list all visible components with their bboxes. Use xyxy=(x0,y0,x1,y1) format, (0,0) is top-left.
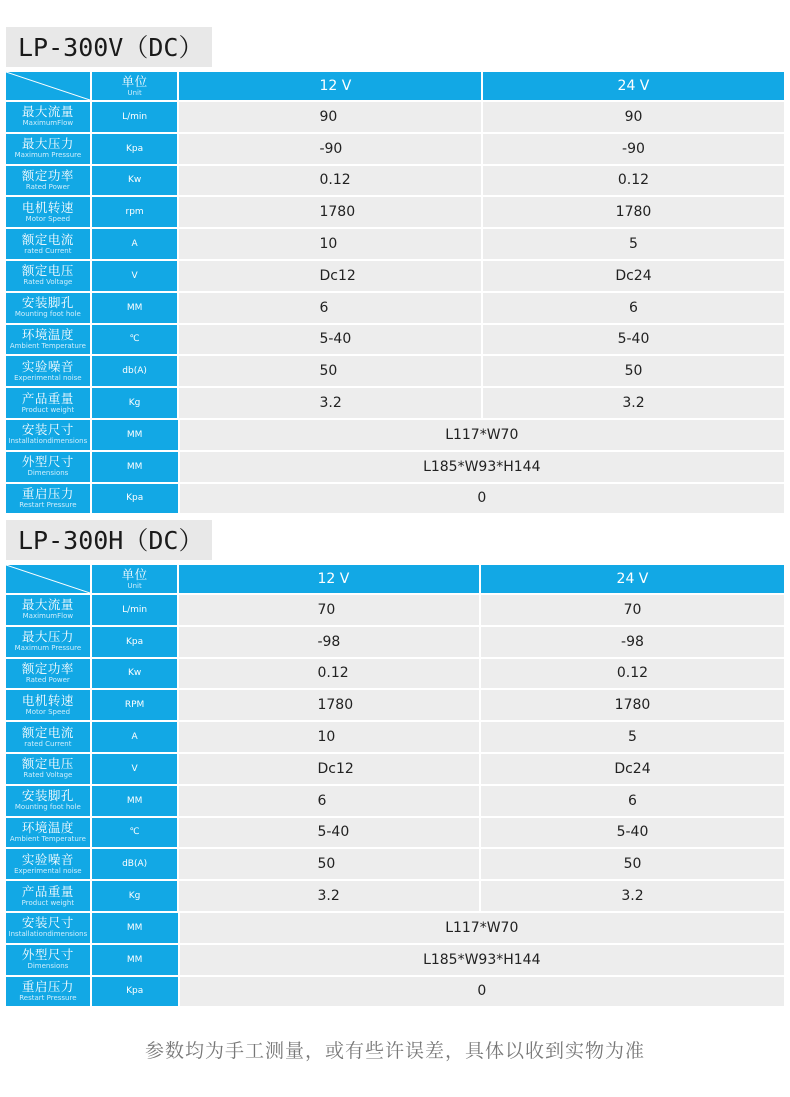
value-24v: Dc24 xyxy=(481,754,784,784)
row-label-en: Maximum Pressure xyxy=(14,644,82,653)
table-row xyxy=(6,754,784,784)
row-label xyxy=(6,627,90,657)
row-label-en: Mounting foot hole xyxy=(14,310,81,319)
table-row xyxy=(6,261,784,291)
value-12v: 90 xyxy=(179,102,480,132)
row-label-zh: 产品重量 xyxy=(21,883,74,899)
table-row xyxy=(6,722,784,752)
row-label xyxy=(6,818,90,848)
table-row xyxy=(6,452,784,482)
row-unit: A xyxy=(92,229,178,259)
row-label-en: rated Current xyxy=(24,739,72,748)
table-row xyxy=(6,945,784,975)
row-label-en: Mounting foot hole xyxy=(14,803,81,812)
value-24v: 0.12 xyxy=(481,659,784,689)
row-unit: ℃ xyxy=(92,818,178,848)
value-merged: L117*W70 xyxy=(180,420,784,450)
unit-header-zh: 单位 xyxy=(121,566,148,582)
row-unit: rpm xyxy=(92,197,178,227)
row-unit: L/min xyxy=(92,102,178,132)
spec-table xyxy=(6,72,784,513)
column-header-24v: 24 V xyxy=(481,565,784,593)
unit-header-zh: 单位 xyxy=(121,73,148,89)
row-label xyxy=(6,197,90,227)
row-label-zh: 额定电压 xyxy=(21,263,74,279)
row-label-zh: 额定电流 xyxy=(21,724,74,740)
value-12v: 6 xyxy=(179,293,480,323)
row-label-en: Dimensions xyxy=(27,469,69,478)
value-24v: 1780 xyxy=(481,690,784,720)
row-label-en: Restart Pressure xyxy=(19,500,77,509)
table-row xyxy=(6,388,784,418)
table-row xyxy=(6,881,784,911)
table-row xyxy=(6,356,784,386)
row-label-en: Rated Power xyxy=(25,182,70,191)
value-24v: 5 xyxy=(481,722,784,752)
corner-cell xyxy=(6,565,90,593)
value-12v: 10 xyxy=(179,229,480,259)
row-label xyxy=(6,977,90,1007)
value-12v: 5-40 xyxy=(179,818,478,848)
row-label xyxy=(6,595,90,625)
value-merged: 0 xyxy=(180,977,784,1007)
row-unit: MM xyxy=(92,913,178,943)
table-row xyxy=(6,913,784,943)
table-row xyxy=(6,102,784,132)
row-unit: db(A) xyxy=(92,356,178,386)
row-unit: Kpa xyxy=(92,977,178,1007)
row-unit: MM xyxy=(92,945,178,975)
value-24v: Dc24 xyxy=(483,261,784,291)
value-24v: 3.2 xyxy=(481,881,784,911)
row-unit: Kpa xyxy=(92,484,178,514)
row-label-zh: 外型尺寸 xyxy=(21,947,74,963)
row-label xyxy=(6,452,90,482)
column-header-12v: 12 V xyxy=(179,565,478,593)
row-label-en: MaximumFlow xyxy=(22,612,74,621)
value-12v: 0.12 xyxy=(179,659,478,689)
row-label xyxy=(6,261,90,291)
row-label xyxy=(6,388,90,418)
table-row xyxy=(6,818,784,848)
row-unit: MM xyxy=(92,452,178,482)
column-header-12v: 12 V xyxy=(179,72,480,100)
row-label xyxy=(6,293,90,323)
row-unit: MM xyxy=(92,420,178,450)
table-row xyxy=(6,659,784,689)
row-label-en: Experimental noise xyxy=(14,866,82,875)
row-label-zh: 产品重量 xyxy=(21,390,74,406)
row-label xyxy=(6,356,90,386)
table-row xyxy=(6,229,784,259)
row-unit: V xyxy=(92,754,178,784)
value-24v: 3.2 xyxy=(483,388,784,418)
value-12v: 0.12 xyxy=(179,166,480,196)
model-title: LP-300V（DC） xyxy=(6,27,212,67)
value-24v: 5 xyxy=(483,229,784,259)
table-row xyxy=(6,595,784,625)
row-label-en: Product weight xyxy=(21,405,75,414)
row-label-zh: 额定电压 xyxy=(21,756,74,772)
row-unit: MM xyxy=(92,293,178,323)
value-24v: -90 xyxy=(483,134,784,164)
value-24v: -98 xyxy=(481,627,784,657)
value-12v: 5-40 xyxy=(179,325,480,355)
row-unit: ℃ xyxy=(92,325,178,355)
row-label-zh: 额定电流 xyxy=(21,231,74,247)
value-24v: 5-40 xyxy=(483,325,784,355)
unit-header xyxy=(92,565,178,593)
row-label xyxy=(6,229,90,259)
row-label-en: Rated Voltage xyxy=(23,278,73,287)
value-12v: 50 xyxy=(179,849,478,879)
value-12v: -98 xyxy=(179,627,478,657)
row-label-en: Rated Power xyxy=(25,675,70,684)
table-row xyxy=(6,977,784,1007)
row-label-en: Rated Voltage xyxy=(23,771,73,780)
row-label-en: Maximum Pressure xyxy=(14,151,82,160)
value-24v: 6 xyxy=(483,293,784,323)
row-unit: Kg xyxy=(92,388,178,418)
row-label-zh: 安装尺寸 xyxy=(21,915,74,931)
row-unit: V xyxy=(92,261,178,291)
table-row xyxy=(6,690,784,720)
row-label-en: Restart Pressure xyxy=(19,993,77,1002)
value-24v: 5-40 xyxy=(481,818,784,848)
table-row xyxy=(6,420,784,450)
corner-cell xyxy=(6,72,90,100)
row-label-zh: 电机转速 xyxy=(21,199,74,215)
value-12v: 70 xyxy=(179,595,478,625)
row-label xyxy=(6,690,90,720)
row-label-zh: 额定功率 xyxy=(21,660,74,676)
row-label-en: Product weight xyxy=(21,898,75,907)
table-row xyxy=(6,293,784,323)
row-label-zh: 最大流量 xyxy=(21,597,74,613)
value-24v: 90 xyxy=(483,102,784,132)
value-12v: 3.2 xyxy=(179,881,478,911)
row-label xyxy=(6,420,90,450)
spec-section-lp300v xyxy=(6,27,784,515)
value-12v: 50 xyxy=(179,356,480,386)
table-header-row xyxy=(6,565,784,593)
value-12v: 6 xyxy=(179,786,478,816)
row-label xyxy=(6,913,90,943)
value-24v: 1780 xyxy=(483,197,784,227)
row-label xyxy=(6,786,90,816)
value-merged: 0 xyxy=(180,484,784,514)
table-row xyxy=(6,484,784,514)
value-12v: 1780 xyxy=(179,197,480,227)
row-label-en: Experimental noise xyxy=(14,373,82,382)
row-label-en: Ambient Temperature xyxy=(9,341,86,350)
value-12v: -90 xyxy=(179,134,480,164)
value-12v: Dc12 xyxy=(179,754,478,784)
unit-header-en: Unit xyxy=(127,88,142,97)
row-label xyxy=(6,849,90,879)
table-row xyxy=(6,166,784,196)
column-header-24v: 24 V xyxy=(483,72,784,100)
value-merged: L185*W93*H144 xyxy=(180,945,784,975)
footer-note: 参数均为手工测量，或有些许误差，具体以收到实物为准 xyxy=(144,1040,645,1062)
row-label xyxy=(6,102,90,132)
row-unit: Kpa xyxy=(92,134,178,164)
row-label-zh: 实验噪音 xyxy=(21,358,74,374)
table-row xyxy=(6,627,784,657)
row-unit: L/min xyxy=(92,595,178,625)
row-label-en: Motor Speed xyxy=(25,214,71,223)
table-row xyxy=(6,325,784,355)
row-label xyxy=(6,134,90,164)
table-row xyxy=(6,197,784,227)
spec-section-lp300h xyxy=(6,520,784,1008)
row-label-zh: 实验噪音 xyxy=(21,851,74,867)
row-unit: Kpa xyxy=(92,627,178,657)
row-label-zh: 最大压力 xyxy=(21,629,74,645)
row-label xyxy=(6,325,90,355)
row-label-zh: 重启压力 xyxy=(21,485,74,501)
row-label-en: Installationdimensions xyxy=(8,437,88,446)
value-24v: 0.12 xyxy=(483,166,784,196)
row-unit: RPM xyxy=(92,690,178,720)
value-24v: 6 xyxy=(481,786,784,816)
row-label xyxy=(6,484,90,514)
row-label-zh: 最大压力 xyxy=(21,136,74,152)
row-unit: Kw xyxy=(92,659,178,689)
unit-header xyxy=(92,72,178,100)
row-label-zh: 安装脚孔 xyxy=(21,295,74,311)
table-row xyxy=(6,849,784,879)
row-unit: dB(A) xyxy=(92,849,178,879)
row-label xyxy=(6,659,90,689)
table-header-row xyxy=(6,72,784,100)
row-label-zh: 环境温度 xyxy=(21,326,74,342)
row-label xyxy=(6,166,90,196)
row-label-zh: 安装脚孔 xyxy=(21,788,74,804)
unit-header-en: Unit xyxy=(127,581,142,590)
value-12v: Dc12 xyxy=(179,261,480,291)
table-row xyxy=(6,134,784,164)
spec-table xyxy=(6,565,784,1006)
row-label xyxy=(6,881,90,911)
row-unit: MM xyxy=(92,786,178,816)
row-label-zh: 重启压力 xyxy=(21,978,74,994)
value-12v: 10 xyxy=(179,722,478,752)
row-label-zh: 环境温度 xyxy=(21,819,74,835)
model-title: LP-300H（DC） xyxy=(6,520,212,560)
value-24v: 50 xyxy=(483,356,784,386)
row-label-en: Motor Speed xyxy=(25,707,71,716)
row-label-zh: 外型尺寸 xyxy=(21,454,74,470)
row-label xyxy=(6,754,90,784)
row-label-zh: 最大流量 xyxy=(21,104,74,120)
value-12v: 1780 xyxy=(179,690,478,720)
value-12v: 3.2 xyxy=(179,388,480,418)
row-unit: Kw xyxy=(92,166,178,196)
table-row xyxy=(6,786,784,816)
row-label-en: Dimensions xyxy=(27,962,69,971)
value-24v: 50 xyxy=(481,849,784,879)
row-label-zh: 额定功率 xyxy=(21,167,74,183)
row-label-en: Installationdimensions xyxy=(8,930,88,939)
row-label-zh: 电机转速 xyxy=(21,692,74,708)
row-label-en: rated Current xyxy=(24,246,72,255)
row-label xyxy=(6,722,90,752)
row-label-en: Ambient Temperature xyxy=(9,834,86,843)
value-24v: 70 xyxy=(481,595,784,625)
row-unit: Kg xyxy=(92,881,178,911)
row-unit: A xyxy=(92,722,178,752)
row-label-zh: 安装尺寸 xyxy=(21,422,74,438)
row-label-en: MaximumFlow xyxy=(22,119,74,128)
value-merged: L185*W93*H144 xyxy=(180,452,784,482)
value-merged: L117*W70 xyxy=(180,913,784,943)
row-label xyxy=(6,945,90,975)
